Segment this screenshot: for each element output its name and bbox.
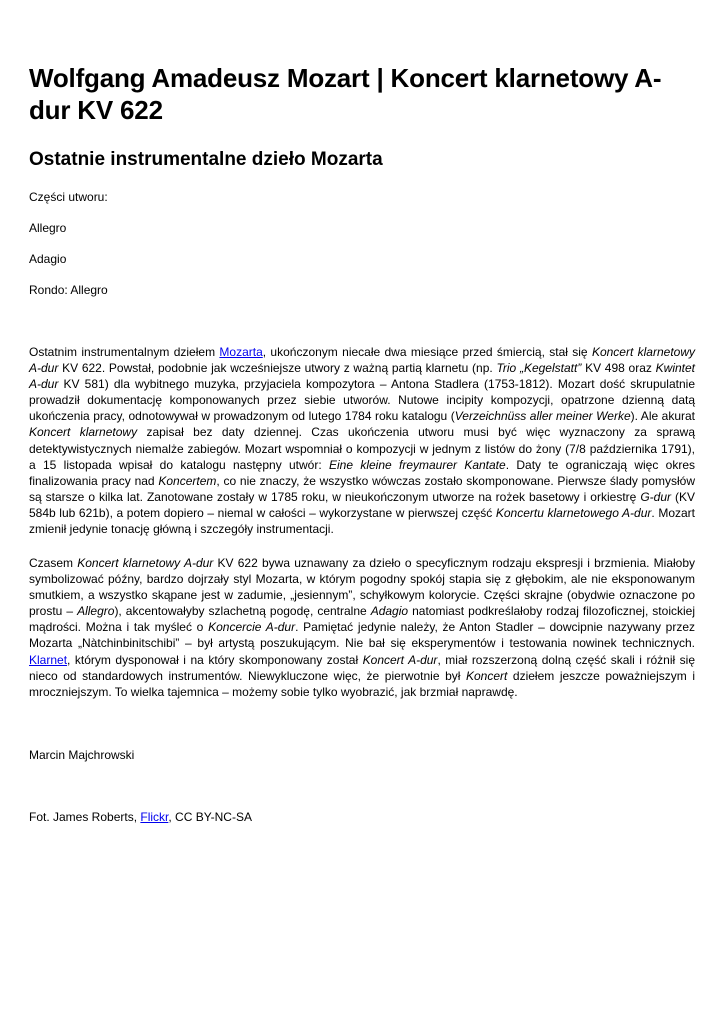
paragraph-history: Ostatnim instrumentalnym dziełem Mozarta, ukończonym niecałe dwa miesiące przed śmiercią, stał się Koncert klarnetowy A-dur KV 622. Powstał, podobnie jak wcześniejsze utwory z ważną partią klarnetu (np. Trio „Kegelstatt” KV 498 oraz Kwintet A-dur KV 581) dla wybitnego muzyka, przyjaciela kompozytora – Antona Stadlera (1753-1812). Mozart dość skrupulatnie prowadził dokumentację komponowanych przez siebie utworów. Nutowe incipity kompozycji, opatrzone dzienną datą ukończenia pracy, odnotowywał w prowadzonym od lutego 1784 roku katalogu (Verzeichnüss aller meiner Werke). Ale akurat Koncert klarnetowy zapisał bez daty dziennej. Czas ukończenia utworu musi być więc wyznaczony za sprawą detektywistycznych niemalże zabiegów. Mozart wspomniał o kompozycji w jednym z listów do żony (7/8 października 1791), a 15 listopada wpisał do katalogu następny utwór: Eine kleine freymaurer Kantate. Daty te ograniczają więc okres finalizowania pracy nad Koncertem, co nie znaczy, że wszystko wówczas zostało skomponowane. Pierwsze ślady pomysłów są starsze o kilka lat. Zanotowane zostały w 1785 roku, w nieukończonym utworze na rożek basetowy i orkiestrę G-dur (KV 584b lub 621b), a potem dopiero – niemal w całości – wykorzystane w pierwszej część Koncertu klarnetowego A-dur. Mozart zmienił jedynie tonację główną i szczegóły instrumentacji. [29,345,696,537]
paragraph-interpretation: Czasem Koncert klarnetowy A-dur KV 622 bywa uznawany za dzieło o specyficznym rodzaju ekspresji i brzmienia. Miałoby symbolizować późny, bardzo dojrzały styl Mozarta, w którym pogodny spokój stapia się z głębokim, ale nie eksponowanym smutkiem, a wszystko skąpane jest w zadumie, „jesiennym”, schyłkowym kolorycie. Części skrajne (obydwie oznaczone po prostu – Allegro), akcentowałyby szlachetną pogodę, centralne Adagio natomiast podkreślałoby rodzaj filozoficznej, stoickiej mądrości. Można i tak myśleć o Koncercie A-dur. Pamiętać jedynie należy, że Anton Stadler – dowcipnie nazywany przez Mozarta „Nàtchinbinitschibi” – był artystą poszukującym. Nie bał się eksperymentów i testowania nowinek technicznych. Klarnet, którym dysponował i na który skomponowany został Koncert A-dur, miał rozszerzoną dolną część skali i różnił się nieco od standardowych instrumentów. Niewykluczone więc, że pierwotnie był Koncert dziełem jeszcze poważniejszym i mroczniejszym. To wielka tajemnica – możemy sobie tylko wyobrazić, jak brzmiał naprawdę. [29,556,696,699]
page-title: Wolfgang Amadeusz Mozart | Koncert klarnetowy A-dur KV 622 [29,63,662,125]
klarnet-link[interactable]: Klarnet [29,652,68,667]
part-item: Allegro [29,221,67,235]
parts-label: Części utworu: [29,190,108,204]
author-name: Marcin Majchrowski [29,748,135,762]
part-item: Rondo: Allegro [29,283,108,297]
page-subtitle: Ostatnie instrumentalne dzieło Mozarta [29,149,383,170]
part-item: Adagio [29,252,67,266]
flickr-link[interactable]: Flickr [140,810,169,824]
photo-credit: Fot. James Roberts, Flickr, CC BY-NC-SA [29,810,252,824]
mozart-link[interactable]: Mozarta [219,345,263,359]
